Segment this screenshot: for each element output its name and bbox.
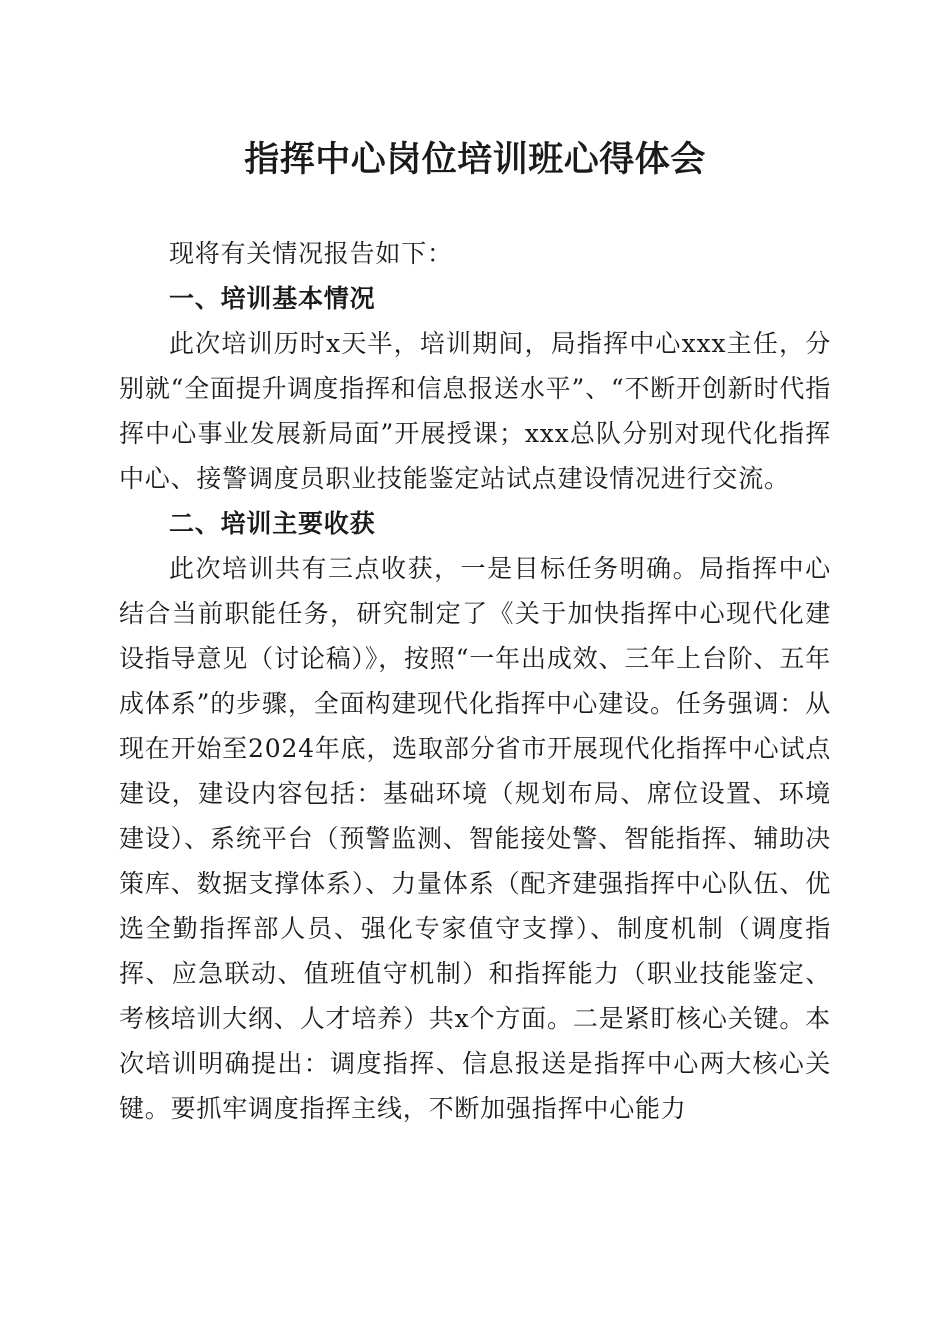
section-2-heading: 二、培训主要收获 bbox=[169, 509, 376, 538]
intro-paragraph: 现将有关情况报告如下： bbox=[169, 239, 453, 268]
section-1-paragraph: 此次培训历时x天半，培训期间，局指挥中心xxx主任，分别就“全面提升调度指挥和信息报送水平”、“不断开创新时代指挥中心事业发展新局面”开展授课；xxx总队分别对现代化指挥中心、接警调度员职业技能鉴定站试点建设情况进行交流。 bbox=[119, 329, 831, 493]
document-title: 指挥中心岗位培训班心得体会 bbox=[244, 139, 706, 180]
document-body bbox=[119, 231, 831, 1131]
section-1-heading: 一、培训基本情况 bbox=[169, 284, 376, 313]
section-2-paragraph: 此次培训共有三点收获，一是目标任务明确。局指挥中心结合当前职能任务，研究制定了《关于加快指挥中心现代化建设指导意见（讨论稿）》，按照“一年出成效、三年上台阶、五年成体系”的步骤，全面构建现代化指挥中心建设。任务强调：从现在开始至2024年底，选取部分省市开展现代化指挥中心试点建设，建设内容包括：基础环境（规划布局、席位设置、环境建设）、系统平台（预警监测、智能接处警、智能指挥、辅助决策库、数据支撑体系）、力量体系（配齐建强指挥中心队伍、优选全勤指挥部人员、强化专家值守支撑）、制度机制（调度指挥、应急联动、值班值守机制）和指挥能力（职业技能鉴定、考核培训大纲、人才培养）共x个方面。二是紧盯核心关键。本次培训明确提出：调度指挥、信息报送是指挥中心两大核心关键。要抓牢调度指挥主线，不断加强指挥中心能力 bbox=[119, 554, 831, 1123]
